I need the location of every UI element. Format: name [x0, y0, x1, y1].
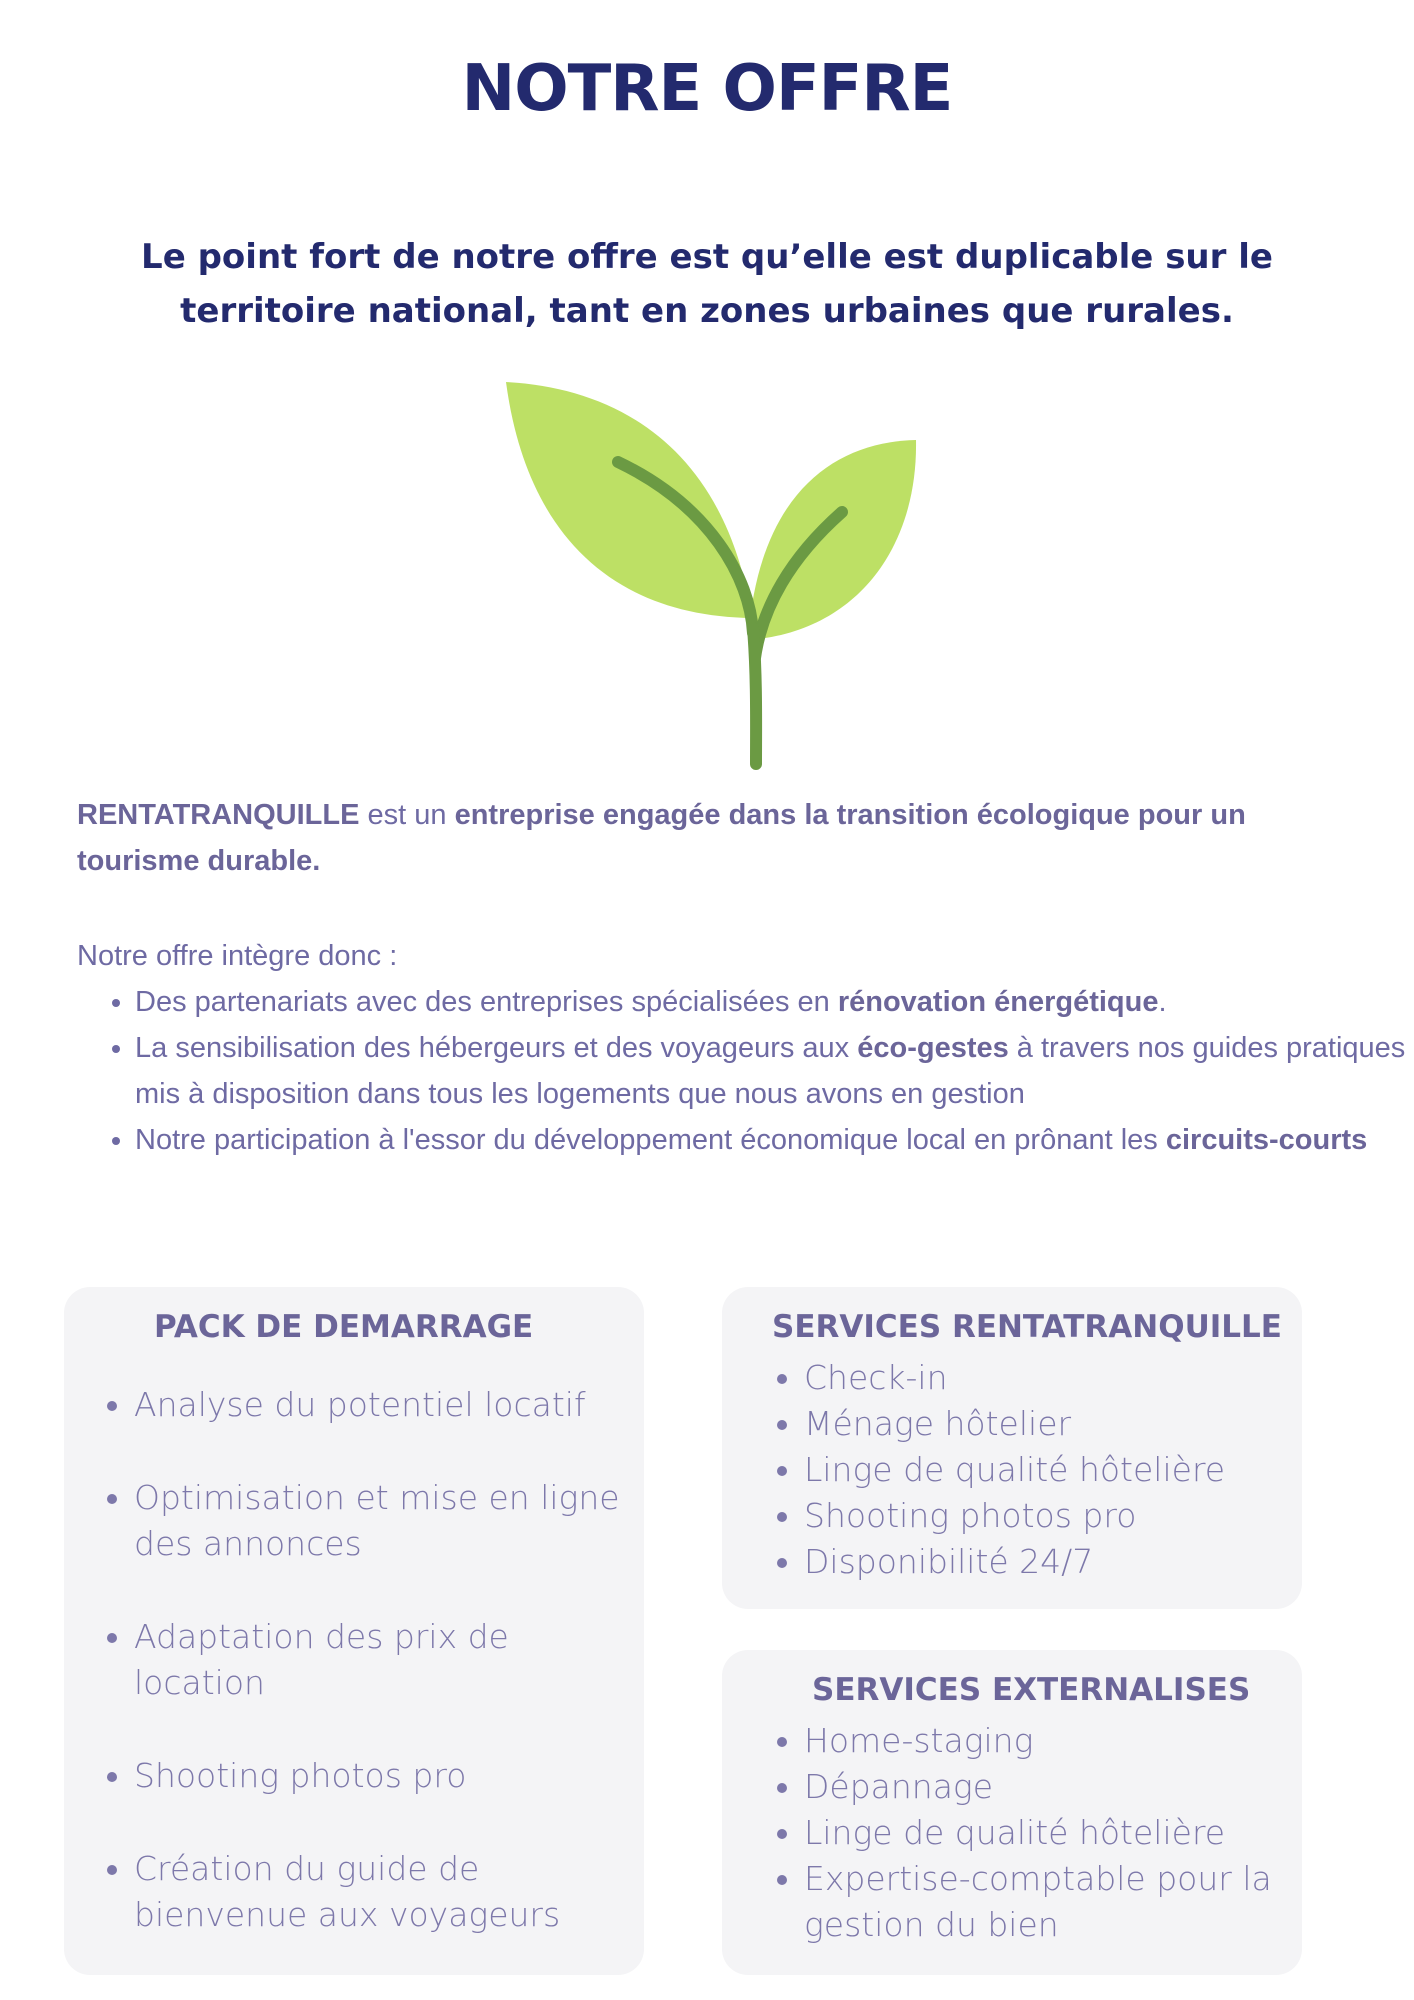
starter-pack-card [64, 1287, 644, 1975]
list-item: • Shooting photos pro [804, 1493, 1304, 1539]
list-item: • Dépannage [804, 1764, 1304, 1810]
list-item: • Création du guide de bienvenue aux voyageurs [134, 1846, 634, 1938]
list-item: • Check-in [804, 1355, 1304, 1401]
list-item: • Shooting photos pro [134, 1753, 634, 1799]
offer-lead: Notre offre intègre donc : [77, 940, 398, 972]
intro-paragraph [77, 792, 1347, 884]
card-list [758, 1355, 1304, 1585]
list-item: • Notre participation à l'essor du développement économique local en prônant les circuits-courts [135, 1117, 1414, 1163]
list-item: • Linge de qualité hôtelière [804, 1447, 1304, 1493]
external-services-card [722, 1650, 1302, 1975]
intro-text: est un [359, 799, 455, 831]
page-subtitle: Le point fort de notre offre est qu’elle est duplicable sur le territoire national, tant en zones urbaines que rurales. [141, 237, 1273, 331]
card-list [94, 1382, 634, 1985]
card-list [758, 1718, 1304, 1948]
page-title: NOTRE OFFRE [461, 52, 953, 126]
card-title: SERVICES RENTATRANQUILLE [772, 1309, 1282, 1345]
list-item: • Optimisation et mise en ligne des annonces [134, 1475, 634, 1567]
list-item: • Adaptation des prix de location [134, 1614, 634, 1706]
list-item: • Disponibilité 24/7 [804, 1539, 1304, 1585]
intro-highlight: entreprise engagée dans la transition écologique pour un tourisme durable. [77, 799, 1246, 877]
plant-sprout-icon [500, 378, 930, 778]
list-item: • Home-staging [804, 1718, 1304, 1764]
list-item: • Expertise-comptable pour la gestion du bien [804, 1856, 1304, 1948]
card-title: PACK DE DEMARRAGE [154, 1309, 534, 1345]
list-item: • Analyse du potentiel locatif [134, 1382, 634, 1428]
services-card [722, 1287, 1302, 1609]
list-item: • La sensibilisation des hébergeurs et des voyageurs aux éco-gestes à travers nos guides pratiques mis à disposition dans tous les logements que nous avons en gestion [135, 1025, 1414, 1117]
card-title: SERVICES EXTERNALISES [812, 1672, 1251, 1708]
offer-list [77, 979, 1414, 1163]
list-item: • Linge de qualité hôtelière [804, 1810, 1304, 1856]
list-item: • Ménage hôtelier [804, 1401, 1304, 1447]
list-item: • Des partenariats avec des entreprises spécialisées en rénovation énergétique. [135, 979, 1414, 1025]
brand-name: RENTATRANQUILLE [77, 799, 360, 831]
